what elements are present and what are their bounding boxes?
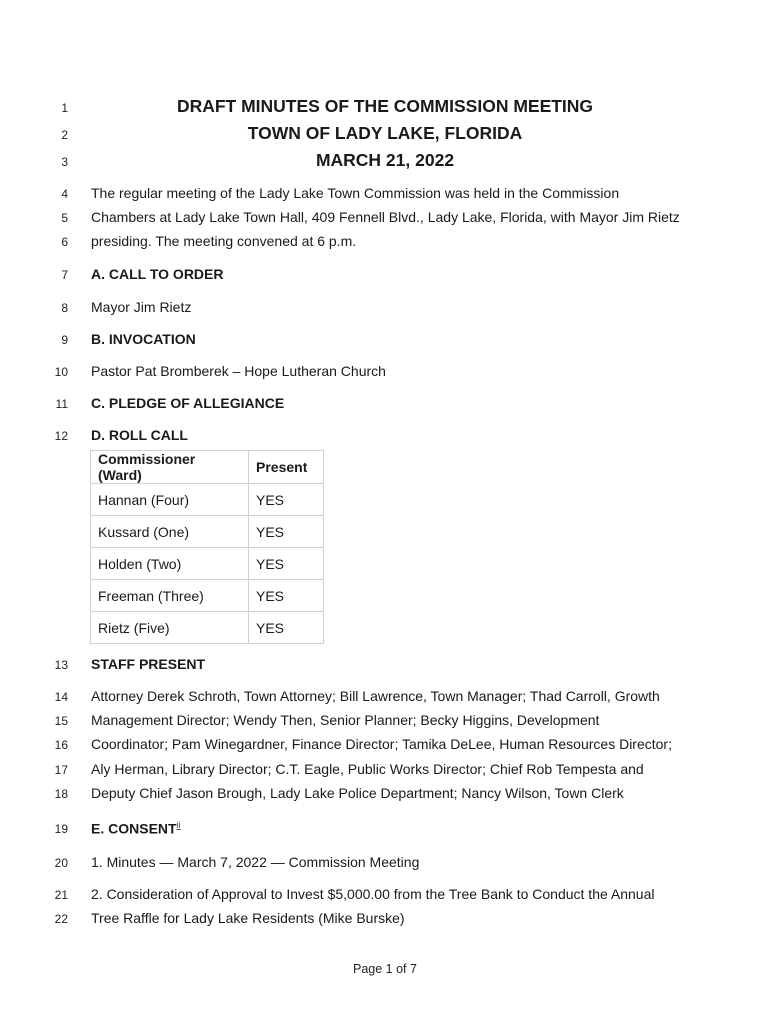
commissioner-cell: Hannan (Four)	[91, 484, 249, 516]
document-subtitle: TOWN OF LADY LAKE, FLORIDA	[247, 123, 523, 143]
call-to-order-text: Mayor Jim Rietz	[91, 299, 192, 315]
present-cell: YES	[249, 484, 324, 516]
line-number: 5	[61, 211, 68, 225]
line-number: 4	[61, 187, 68, 201]
line-number: 7	[61, 268, 68, 282]
intro-line: The regular meeting of the Lady Lake Town Commission was held in the Commission	[91, 185, 620, 201]
line-number: 18	[54, 787, 68, 801]
table-row	[91, 484, 324, 516]
table-row	[91, 612, 324, 644]
roll-call-table	[90, 450, 324, 644]
section-heading-invocation: B. INVOCATION	[91, 331, 196, 347]
present-cell: YES	[249, 516, 324, 548]
line-number: 3	[61, 155, 68, 169]
line-number: 10	[54, 365, 68, 379]
line-number: 2	[61, 128, 68, 142]
line-number: 13	[54, 658, 68, 672]
footnote-reference[interactable]: ii	[176, 820, 181, 830]
line-number: 11	[55, 397, 68, 411]
line-number: 12	[54, 429, 68, 443]
line-number: 17	[54, 763, 68, 777]
staff-line: Attorney Derek Schroth, Town Attorney; Bill Lawrence, Town Manager; Thad Carroll, Growth	[91, 688, 660, 704]
line-number: 16	[54, 738, 68, 752]
line-number: 21	[54, 888, 68, 902]
table-header-row	[91, 451, 324, 484]
consent-item: 2. Consideration of Approval to Invest $5,000.00 from the Tree Bank to Conduct the Annual	[91, 886, 655, 902]
consent-heading-text: E. CONSENT	[91, 820, 177, 837]
line-number: 15	[54, 714, 68, 728]
commissioner-cell: Rietz (Five)	[91, 612, 249, 644]
column-header: Present	[249, 451, 324, 484]
line-number: 9	[61, 333, 68, 347]
section-heading-pledge: C. PLEDGE OF ALLEGIANCE	[91, 395, 285, 411]
commissioner-cell: Freeman (Three)	[91, 580, 249, 612]
line-number: 8	[61, 301, 68, 315]
consent-item-continuation: Tree Raffle for Lady Lake Residents (Mike Burske)	[91, 910, 405, 926]
line-number: 14	[54, 690, 68, 704]
present-cell: YES	[249, 580, 324, 612]
staff-line: Aly Herman, Library Director; C.T. Eagle, Public Works Director; Chief Rob Tempesta and	[91, 761, 644, 777]
staff-line: Coordinator; Pam Winegardner, Finance Director; Tamika DeLee, Human Resources Director;	[91, 736, 672, 752]
intro-line: Chambers at Lady Lake Town Hall, 409 Fennell Blvd., Lady Lake, Florida, with Mayor Jim Rietz	[91, 209, 680, 225]
line-number: 6	[61, 235, 68, 249]
line-number: 1	[61, 101, 68, 115]
line-number: 20	[54, 856, 68, 870]
present-cell: YES	[249, 612, 324, 644]
intro-line: presiding. The meeting convened at 6 p.m.	[91, 233, 357, 249]
section-heading-consent	[91, 820, 181, 837]
invocation-text: Pastor Pat Bromberek – Hope Lutheran Church	[91, 363, 386, 379]
staff-line: Management Director; Wendy Then, Senior Planner; Becky Higgins, Development	[91, 712, 600, 728]
section-heading-staff-present: STAFF PRESENT	[91, 656, 206, 672]
consent-item: 1. Minutes — March 7, 2022 — Commission Meeting	[91, 854, 420, 870]
table-row	[91, 548, 324, 580]
present-cell: YES	[249, 548, 324, 580]
staff-line: Deputy Chief Jason Brough, Lady Lake Police Department; Nancy Wilson, Town Clerk	[91, 785, 624, 801]
page-number: Page 1 of 7	[353, 962, 417, 976]
meeting-date: MARCH 21, 2022	[315, 150, 455, 170]
commissioner-cell: Holden (Two)	[91, 548, 249, 580]
section-heading-call-to-order: A. CALL TO ORDER	[91, 266, 224, 282]
section-heading-roll-call: D. ROLL CALL	[91, 427, 188, 443]
table-row	[91, 580, 324, 612]
line-number: 19	[54, 822, 68, 836]
commissioner-cell: Kussard (One)	[91, 516, 249, 548]
document-title: DRAFT MINUTES OF THE COMMISSION MEETING	[176, 96, 594, 116]
table-row	[91, 516, 324, 548]
column-header: Commissioner (Ward)	[91, 451, 249, 484]
line-number: 22	[54, 912, 68, 926]
